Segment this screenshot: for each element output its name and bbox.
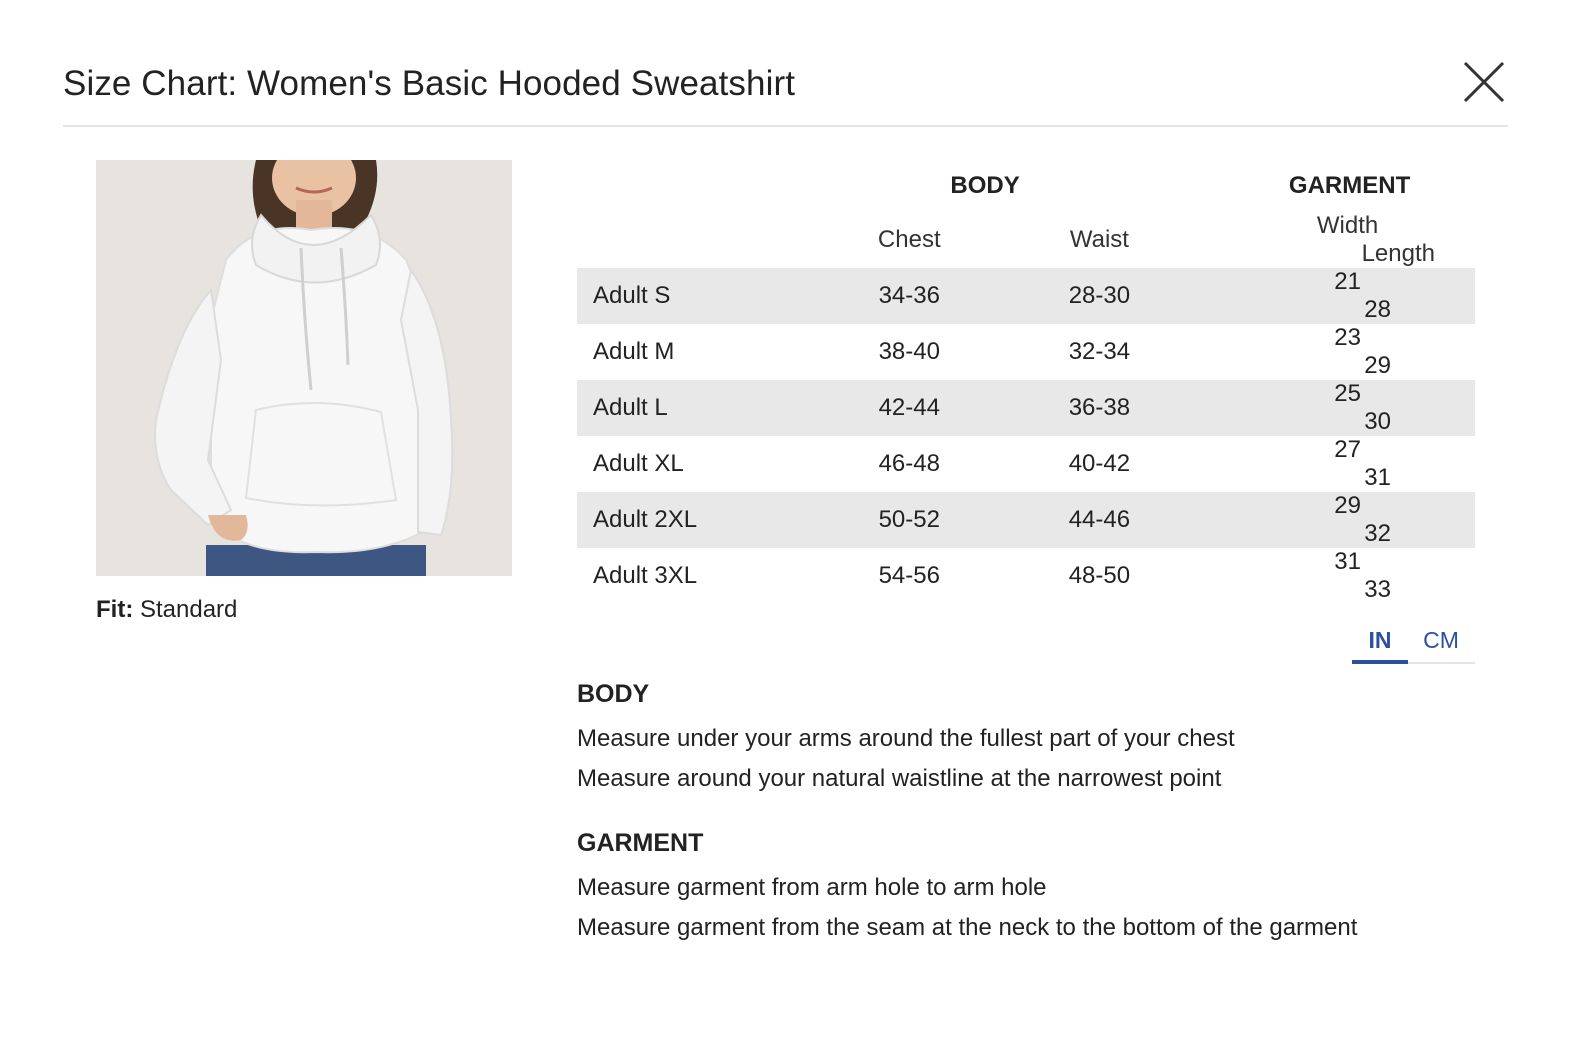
table-row — [577, 548, 1475, 604]
size-name-cell: Adult S — [577, 268, 750, 324]
fit-info — [96, 596, 237, 624]
waist-cell: 44-46 — [941, 492, 1221, 548]
modal-title: Size Chart: Women's Basic Hooded Sweatshirt — [63, 64, 796, 103]
width-length-cell — [1220, 324, 1475, 380]
length-value: 30 — [1364, 408, 1391, 435]
width-value: 21 — [1334, 268, 1361, 295]
width-length-cell — [1220, 492, 1475, 548]
size-name-cell: Adult 3XL — [593, 562, 698, 589]
table-row — [577, 324, 1475, 380]
waist-cell: 28-30 — [941, 268, 1221, 324]
group-header-garment: GARMENT — [1288, 172, 1411, 199]
width-length-cell — [1220, 380, 1475, 436]
table-row — [577, 268, 1475, 324]
length-value: 33 — [1364, 576, 1391, 603]
column-header-length: Length — [1361, 240, 1435, 267]
table-row — [577, 436, 1475, 492]
unit-toggle — [1352, 620, 1475, 664]
garment-instruction-line: Measure garment from arm hole to arm hole — [577, 874, 1047, 901]
table-row — [577, 492, 1475, 548]
width-value: 25 — [1334, 380, 1361, 407]
chest-cell: 38-40 — [878, 338, 940, 365]
width-length-cell — [1220, 548, 1475, 604]
size-table-body — [577, 268, 1475, 604]
close-button[interactable] — [1462, 60, 1506, 104]
size-name-cell: Adult L — [577, 380, 750, 436]
width-value: 23 — [1334, 324, 1361, 351]
size-name-cell: Adult 2XL — [577, 492, 750, 548]
product-photo — [96, 160, 512, 576]
width-value: 27 — [1334, 436, 1361, 463]
size-table — [577, 160, 1475, 604]
unit-tab-cm[interactable]: CM — [1423, 627, 1459, 653]
garment-instructions — [577, 829, 1357, 948]
column-header-chest: Chest — [877, 226, 941, 253]
garment-instruction-line: Measure garment from the seam at the neck to the bottom of the garment — [577, 914, 1358, 941]
length-value: 28 — [1364, 296, 1391, 323]
body-instructions-heading: BODY — [577, 680, 650, 708]
waist-cell: 36-38 — [941, 380, 1221, 436]
column-header-waist: Waist — [1069, 226, 1129, 253]
waist-cell: 32-34 — [1068, 338, 1131, 365]
hoodie-model-image — [96, 160, 512, 576]
unit-tab-in[interactable]: IN — [1352, 620, 1408, 664]
table-row — [577, 380, 1475, 436]
modal-header — [63, 56, 1508, 127]
width-length-cell — [1220, 268, 1475, 324]
waist-cell: 40-42 — [1068, 450, 1131, 477]
waist-cell: 48-50 — [1068, 562, 1131, 589]
column-header-row — [577, 212, 1475, 268]
length-value: 29 — [1364, 352, 1391, 379]
chest-cell: 42-44 — [750, 380, 941, 436]
size-name-cell: Adult XL — [593, 450, 684, 477]
body-instruction-line: Measure under your arms around the fullest part of your chest — [577, 725, 1235, 752]
length-value: 31 — [1364, 464, 1391, 491]
body-instructions — [577, 680, 1235, 799]
body-instruction-line: Measure around your natural waistline at the narrowest point — [577, 765, 1222, 792]
fit-value: Standard — [139, 596, 238, 623]
group-header-row — [577, 160, 1475, 212]
column-header-width-length — [1220, 212, 1475, 268]
width-value: 31 — [1334, 548, 1361, 575]
column-header-width: Width — [1316, 212, 1379, 239]
close-icon — [1462, 60, 1506, 104]
width-length-cell — [1220, 436, 1475, 492]
garment-instructions-heading: GARMENT — [577, 829, 704, 857]
group-header-body: BODY — [950, 172, 1020, 199]
width-value: 29 — [1334, 492, 1361, 519]
chest-cell: 46-48 — [878, 450, 940, 477]
length-value: 32 — [1364, 520, 1391, 547]
chest-cell: 50-52 — [750, 492, 941, 548]
chest-cell: 34-36 — [750, 268, 941, 324]
size-name-cell: Adult M — [593, 338, 675, 365]
chest-cell: 54-56 — [878, 562, 940, 589]
fit-label: Fit: — [96, 596, 134, 623]
